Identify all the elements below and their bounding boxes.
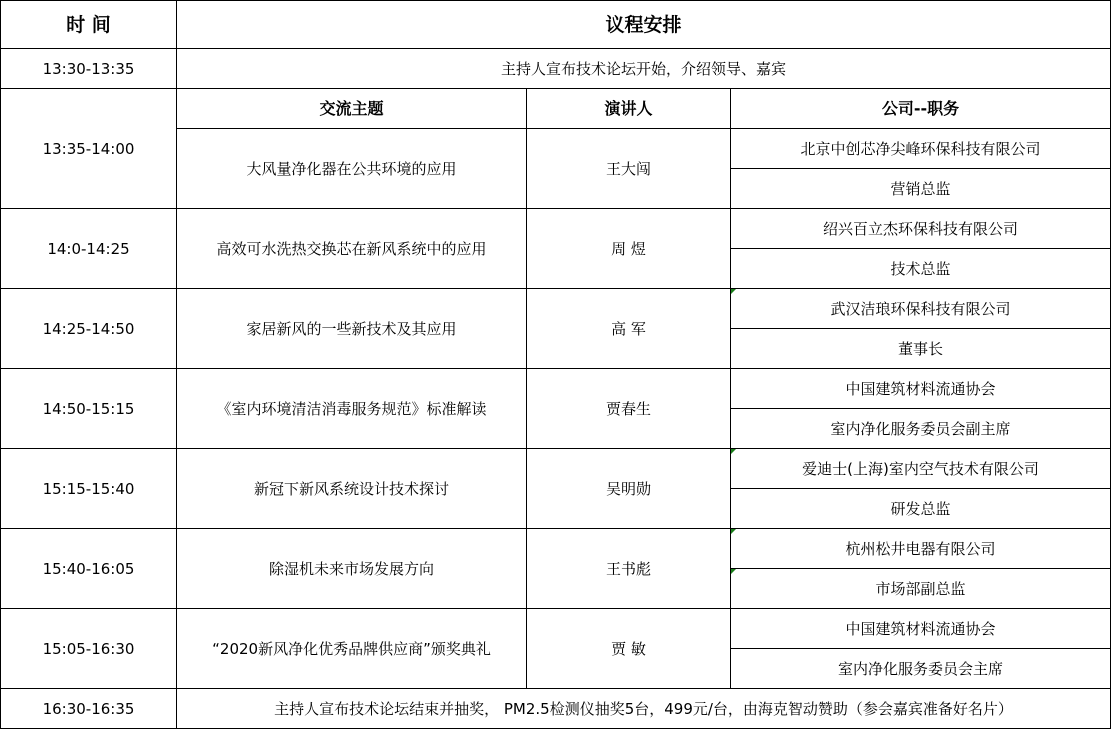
job-title-cell: 室内净化服务委员会主席	[731, 649, 1111, 689]
topic-cell: 大风量净化器在公共环境的应用	[177, 129, 527, 209]
header-row	[1, 1, 1111, 49]
speaker-header: 演讲人	[527, 89, 731, 129]
speaker-cell: 贾 敏	[527, 609, 731, 689]
time-cell: 14:25-14:50	[1, 289, 177, 369]
table-row	[1, 289, 1111, 329]
company-cell: 绍兴百立杰环保科技有限公司	[731, 209, 1111, 249]
speaker-cell: 吴明勋	[527, 449, 731, 529]
speaker-cell: 高 军	[527, 289, 731, 369]
speaker-cell: 王书彪	[527, 529, 731, 609]
full-width-cell: 主持人宣布技术论坛开始，介绍领导、嘉宾	[177, 49, 1111, 89]
agenda-header: 议程安排	[177, 1, 1111, 49]
topic-cell: 家居新风的一些新技术及其应用	[177, 289, 527, 369]
table-row	[1, 209, 1111, 249]
job-title-cell: 研发总监	[731, 489, 1111, 529]
full-width-cell: 主持人宣布技术论坛结束并抽奖， PM2.5检测仪抽奖5台，499元/台，由海克智动赞助（参会嘉宾准备好名片）	[177, 689, 1111, 729]
topic-cell: 除湿机未来市场发展方向	[177, 529, 527, 609]
table-row	[1, 689, 1111, 729]
table-row	[1, 369, 1111, 409]
table-row	[1, 449, 1111, 489]
job-title-cell: 室内净化服务委员会副主席	[731, 409, 1111, 449]
time-cell: 13:35-14:00	[1, 89, 177, 209]
company-cell: 爱迪士(上海)室内空气技术有限公司	[731, 449, 1111, 489]
speaker-cell: 贾春生	[527, 369, 731, 449]
topic-cell: 高效可水洗热交换芯在新风系统中的应用	[177, 209, 527, 289]
topic-cell: 新冠下新风系统设计技术探讨	[177, 449, 527, 529]
time-cell: 15:05-16:30	[1, 609, 177, 689]
time-cell: 15:40-16:05	[1, 529, 177, 609]
job-title-cell: 技术总监	[731, 249, 1111, 289]
topic-header: 交流主题	[177, 89, 527, 129]
speaker-cell: 王大闯	[527, 129, 731, 209]
job-title-cell: 营销总监	[731, 169, 1111, 209]
subheader-row	[1, 89, 1111, 129]
topic-cell: “2020新风净化优秀品牌供应商”颁奖典礼	[177, 609, 527, 689]
topic-cell: 《室内环境清洁消毒服务规范》标准解读	[177, 369, 527, 449]
table-row	[1, 529, 1111, 569]
company-cell: 杭州松井电器有限公司	[731, 529, 1111, 569]
company-cell: 中国建筑材料流通协会	[731, 369, 1111, 409]
company-cell: 武汉洁琅环保科技有限公司	[731, 289, 1111, 329]
job-title-cell: 市场部副总监	[731, 569, 1111, 609]
time-cell: 14:50-15:15	[1, 369, 177, 449]
time-cell: 16:30-16:35	[1, 689, 177, 729]
speaker-cell: 周 煜	[527, 209, 731, 289]
time-cell: 13:30-13:35	[1, 49, 177, 89]
company-cell: 中国建筑材料流通协会	[731, 609, 1111, 649]
company-cell: 北京中创芯净尖峰环保科技有限公司	[731, 129, 1111, 169]
time-cell: 14:0-14:25	[1, 209, 177, 289]
company-title-header: 公司--职务	[731, 89, 1111, 129]
job-title-cell: 董事长	[731, 329, 1111, 369]
time-cell: 15:15-15:40	[1, 449, 177, 529]
table-row	[1, 49, 1111, 89]
table-row	[1, 609, 1111, 649]
time-header: 时 间	[1, 1, 177, 49]
